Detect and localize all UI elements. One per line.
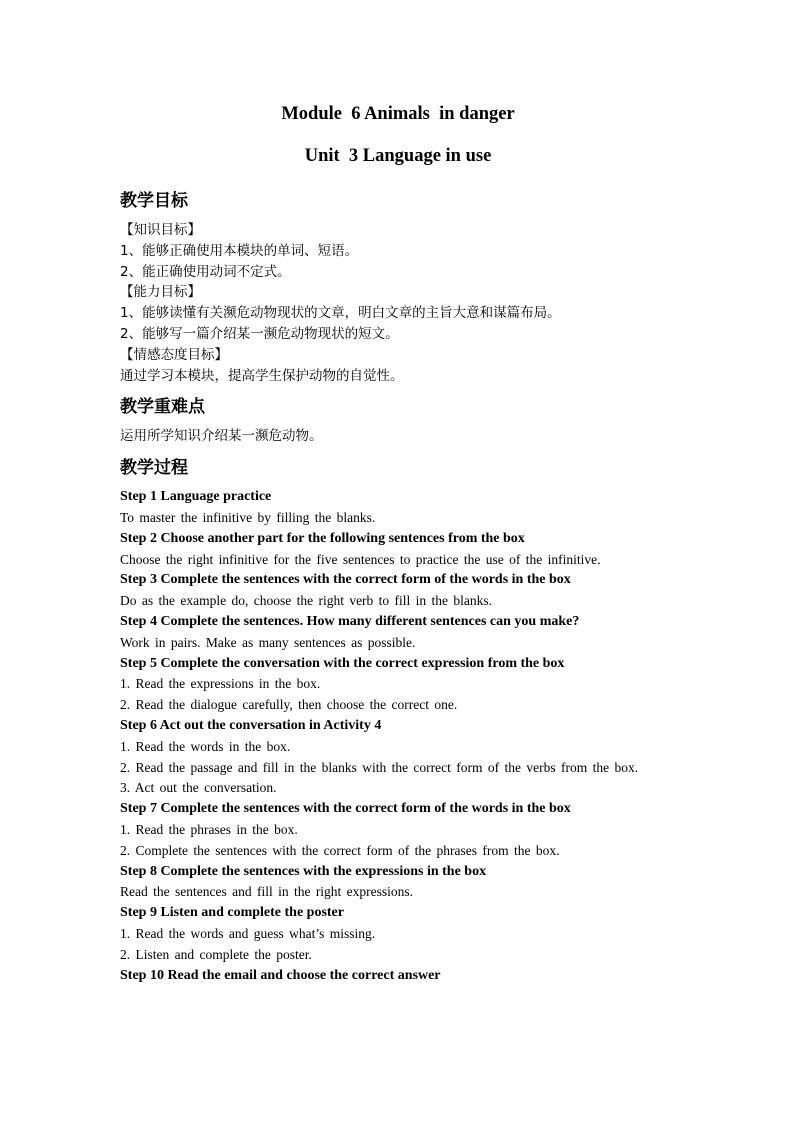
- step-line: 3. Act out the conversation.: [120, 780, 277, 796]
- step-title: Step 10 Read the email and choose the correct answer: [120, 967, 441, 983]
- step-line: 2. Listen and complete the poster.: [120, 946, 312, 962]
- step-title: Step 5 Complete the conversation with the correct expression from the box: [120, 655, 565, 671]
- attitude-label: 【情感态度目标】: [120, 346, 228, 363]
- document-subtitle: Unit 3 Language in use: [304, 146, 492, 166]
- ability-label: 【能力目标】: [120, 284, 201, 301]
- step-line: 1. Read the phrases in the box.: [120, 821, 298, 837]
- knowledge-label: 【知识目标】: [120, 222, 201, 238]
- step-line: Read the sentences and fill in the right expressions.: [120, 884, 414, 900]
- ability-item: 1、能够读懂有关濒危动物现状的文章，明白文章的主旨大意和谋篇布局。: [120, 305, 561, 322]
- step-title: Step 7 Complete the sentences with the correct form of the words in the box: [120, 801, 571, 817]
- step-title: Step 4 Complete the sentences. How many different sentences can you make?: [120, 613, 580, 629]
- step-title: Step 6 Act out the conversation in Activity 4: [120, 717, 382, 733]
- key-points-heading: 教学重难点: [120, 397, 205, 418]
- step-line: 2. Read the passage and fill in the blanks with the correct form of the verbs from the box.: [120, 759, 639, 775]
- step-line: To master the infinitive by filling the blanks.: [120, 509, 376, 525]
- objectives-heading: 教学目标: [120, 191, 188, 211]
- step-title: Step 8 Complete the sentences with the expressions in the box: [120, 863, 487, 879]
- step-title: Step 2 Choose another part for the following sentences from the box: [120, 530, 525, 546]
- step-line: Do as the example do, choose the right verb to fill in the blanks.: [120, 593, 493, 609]
- document-body: [120, 186, 676, 986]
- step-line: 1. Read the words and guess what’s missing.: [120, 925, 376, 941]
- attitude-item: 通过学习本模块，提高学生保护动物的自觉性。: [120, 367, 404, 384]
- step-title: Step 1 Language practice: [120, 489, 272, 505]
- step-title: Step 3 Complete the sentences with the correct form of the words in the box: [120, 572, 571, 588]
- step-line: 1. Read the expressions in the box.: [120, 676, 321, 692]
- step-line: 2. Read the dialogue carefully, then choose the correct one.: [120, 697, 458, 713]
- knowledge-item: 2、能正确使用动词不定式。: [120, 263, 291, 280]
- knowledge-item: 1、能够正确使用本模块的单词、短语。: [120, 242, 359, 259]
- process-steps: [120, 487, 676, 986]
- document-title: Module 6 Animals in danger: [281, 104, 515, 124]
- ability-item: 2、能够写一篇介绍某一濒危动物现状的短文。: [120, 325, 399, 342]
- step-line: 1. Read the words in the box.: [120, 738, 291, 754]
- step-line: Work in pairs. Make as many sentences as possible.: [120, 634, 416, 650]
- step-line: Choose the right infinitive for the five sentences to practice the use of the infinitive.: [120, 551, 601, 567]
- process-heading: 教学过程: [120, 458, 188, 479]
- key-points-text: 运用所学知识介绍某一濒危动物。: [120, 428, 323, 445]
- step-line: 2. Complete the sentences with the correct form of the phrases from the box.: [120, 842, 560, 858]
- step-title: Step 9 Listen and complete the poster: [120, 905, 344, 921]
